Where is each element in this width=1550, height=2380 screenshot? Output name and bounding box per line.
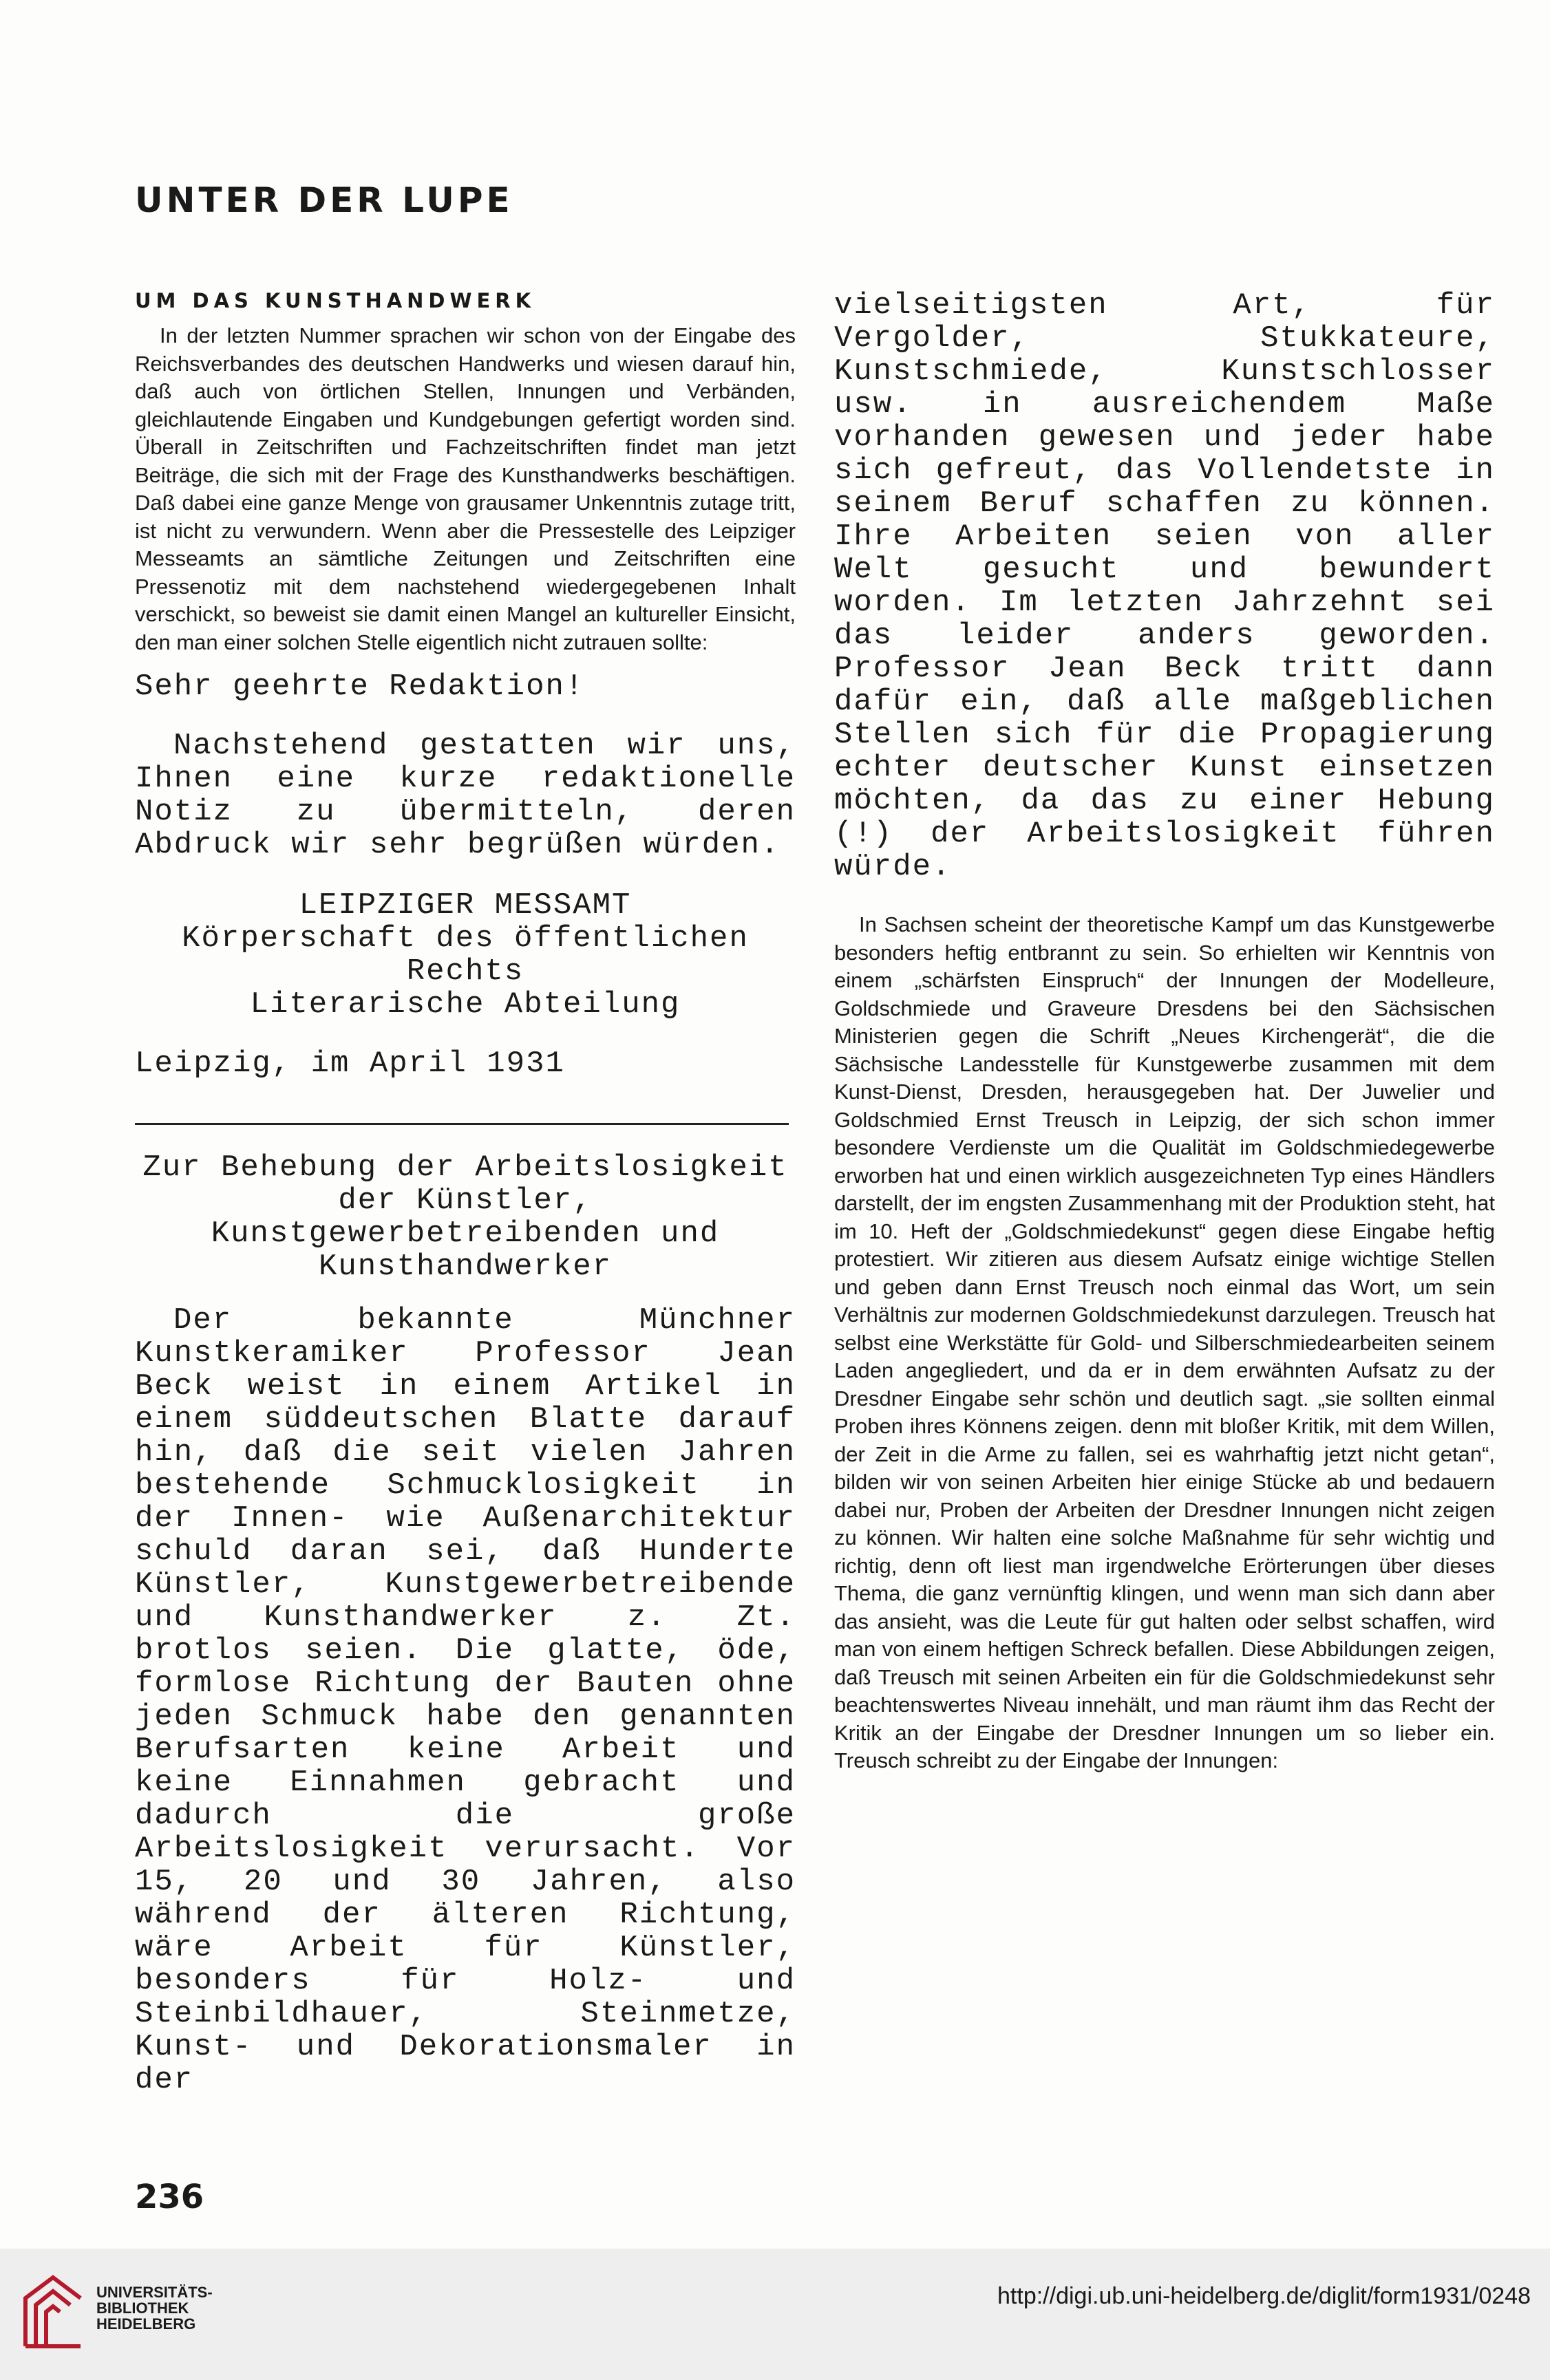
- left-column: [135, 289, 796, 2097]
- library-name-line2: BIBLIOTHEK: [96, 2299, 189, 2317]
- page-title: UNTER DER LUPE: [135, 180, 513, 220]
- intro-paragraph: In der letzten Nummer sprachen wir schon von der Eingabe des Reichsverbandes des deutschen Handwerks und wiesen darauf hin, daß auch von örtlichen Stellen, Innungen und Verbänden, gleichlautende Eingaben und Kundgebungen gefertigt worden sind. Überall in Zeitschriften und Fachzeitschriften findet man jetzt Beiträge, die sich mit der Frage des Kunsthandwerks beschäftigen. Daß dabei eine ganze Menge von grausamer Unkenntnis zutage tritt, ist nicht zu verwundern. Wenn aber die Pressestelle des Leipziger Messeamts an sämtliche Zeitungen und Zeitschriften eine Pressenotiz mit dem nachstehend wiedergegebenen Inhalt verschickt, so beweist sie damit einen Mangel an kultureller Einsicht, den man einer solchen Stelle eigentlich nicht zutrauen sollte:: [135, 323, 796, 654]
- notice-body: Der bekannte Münchner Kunstkeramiker Professor Jean Beck weist in einem Artikel in einem süddeutschen Blatte darauf hin, daß die seit vielen Jahren bestehende Schmucklosigkeit in der Innen- wie Außenarchitektur schuld daran sei, daß Hunderte Künstler, Kunstgewerbetreibende und Kunsthandwerker z. Zt. brotlos seien. Die glatte, öde, formlose Richtung der Bauten ohne jeden Schmuck habe den genannten Berufsarten keine Arbeit und keine Einnahmen gebracht und dadurch die große Arbeitslosigkeit verursacht. Vor 15, 20 und 30 Jahren, also während der älteren Richtung, wäre Arbeit für Künstler, besonders für Holz- und Steinbildhauer, Steinmetze, Kunst- und Dekorationsmaler in der: [135, 1303, 796, 2097]
- letter-dateline: Leipzig, im April 1931: [135, 1047, 565, 1081]
- notice-continuation: vielseitigsten Art, für Vergolder, Stukkateure, Kunstschmiede, Kunstschlosser usw. in ausreichendem Maße vorhanden gewesen und jeder habe sich gefreut, das Vollendetste in seinem Beruf schaffen zu können. Ihre Arbeiten seien von aller Welt gesucht und bewundert worden. Im letzten Jahrzehnt sei das leider anders geworden. Professor Jean Beck tritt dann dafür ein, daß alle maßgeblichen Stellen sich für die Propagierung echter deutscher Kunst einsetzen möchten, da das zu einer Hebung (!) der Arbeitslosigkeit führen würde.: [834, 288, 1495, 884]
- signoff-dept: Literarische Abteilung: [250, 987, 681, 1022]
- right-column: [834, 289, 1495, 1775]
- library-logo-icon: [15, 2271, 91, 2353]
- divider-rule: [135, 1123, 789, 1125]
- section-heading: UM DAS KUNSTHANDWERK: [135, 289, 536, 312]
- library-name: [96, 2284, 213, 2332]
- footer-bar: [0, 2249, 1550, 2380]
- library-name-line1: UNIVERSITÄTS-: [96, 2284, 213, 2301]
- letter-salutation: Sehr geehrte Redaktion!: [135, 669, 585, 704]
- source-url-link[interactable]: http://digi.ub.uni-heidelberg.de/diglit/form1931/0248: [997, 2283, 1531, 2309]
- page-number: 236: [135, 2178, 204, 2216]
- library-name-line3: HEIDELBERG: [96, 2315, 196, 2333]
- signoff-body: Körperschaft des öffentlichen Rechts: [182, 921, 749, 989]
- commentary-paragraph: In Sachsen scheint der theoretische Kampf um das Kunstgewerbe besonders heftig entbrannt zu sein. So erhielten wir Kenntnis von einem „schärfsten Einspruch“ der Innungen der Modelleure, Goldschmiede und Graveure Dresdens bei den Sächsischen Ministerien gegen die Schrift „Neues Kirchengerät“, die die Sächsische Landesstelle für Kunstgewerbe zusammen mit dem Kunst-Dienst, Dresden, herausgegeben hat. Der Juwelier und Goldschmied Ernst Treusch in Leipzig, der sich schon immer besondere Verdienste um die Qualität im Goldschmiedegewerbe erworben hat und einen wirklich ausgezeichneten Typ eines Händlers darstellt, der im engsten Zusammenhang mit der Produktion steht, hat im 10. Heft der „Goldschmiedekunst“ gegen diese Eingabe heftig protestiert. Wir zitieren aus diesem Aufsatz einige wichtige Stellen und geben dann Ernst Treusch noch einmal das Wort, um sein Verhältnis zur modernen Goldschmiedekunst darzulegen. Treusch hat selbst eine Werkstätte für Gold- und Silberschmiedearbeiten seinem Laden angegliedert, und da er in dem erwähnten Aufsatz zu der Dresdner Eingabe sehr schön und deutlich sagt. „sie sollten einmal Proben ihres Könnens zeigen. denn mit bloßer Kritik, mit dem Willen, der Zeit in die Arme zu fallen, sei es wahrhaftig jetzt nicht getan“, bilden wir von seinen Arbeiten hier einige Stücke ab und bedauern dabei nur, Proben der Arbeiten der Dresdner Innungen nicht zeigen zu können. Wir halten eine solche Maßnahme für sehr wichtig und richtig, denn oft liest man irgendwelche Erörterungen über dieses Thema, die ganz vernünftig klingen, und wenn man sich dann aber das ansieht, was die Leute für gut halten oder selbst schaffen, wird man von einem heftigen Schreck befallen. Diese Abbildungen zeigen, daß Treusch mit seinen Arbeiten ein für die Goldschmiedekunst sehr beachtenswertes Niveau innehält, und man räumt ihm das Recht der Kritik an der Eingabe der Dresdner Innungen um so lieber ein. Treusch schreibt zu der Eingabe der Innungen:: [834, 912, 1495, 1772]
- letter-body: Nachstehend gestatten wir uns, Ihnen eine kurze redaktionelle Notiz zu übermitteln, deren Abdruck wir sehr begrüßen würden.: [135, 729, 796, 862]
- notice-title: Zur Behebung der Arbeitslosigkeit der Künstler, Kunstgewerbetreibenden und Kunsthandwerker: [142, 1150, 788, 1284]
- signoff-org: LEIPZIGER MESSAMT: [299, 888, 632, 923]
